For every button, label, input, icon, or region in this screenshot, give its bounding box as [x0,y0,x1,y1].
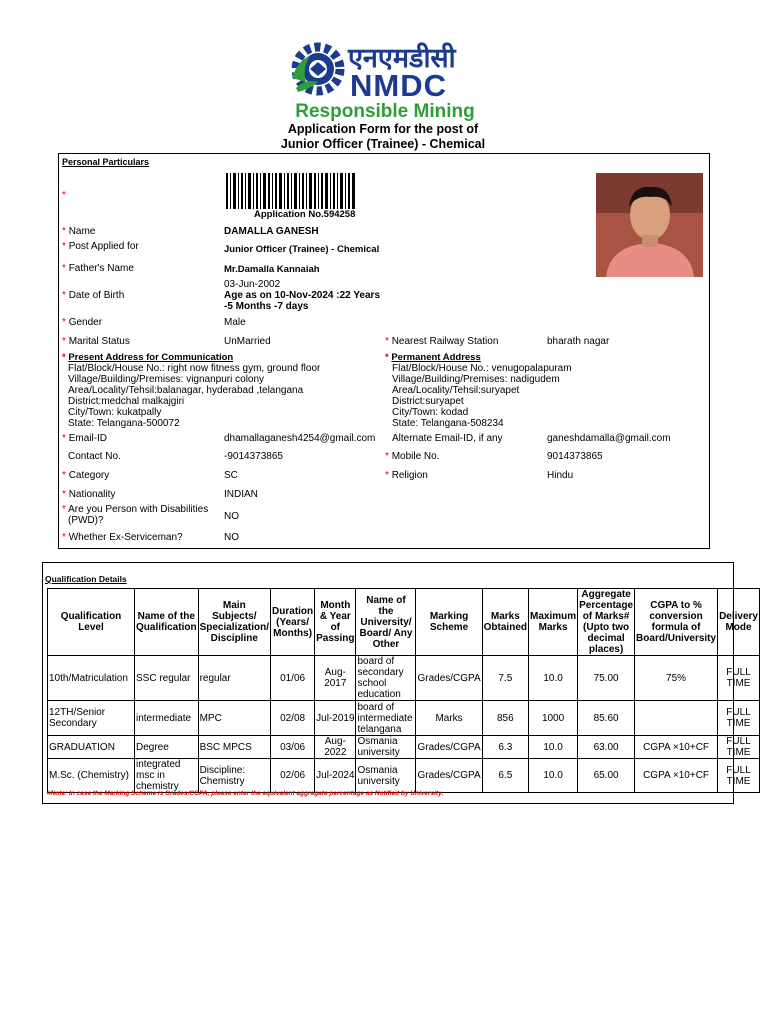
post-value: Junior Officer (Trainee) - Chemical [224,244,380,255]
title-line-1: Application Form for the post of [287,122,479,136]
table-cell: Grades/CGPA [416,736,482,759]
column-header: Month & Year of Passing [315,589,356,656]
ex-serviceman-value: NO [224,532,239,543]
column-header: Qualification Level [48,589,135,656]
present-address-line: State: Telangana-500072 [68,418,180,429]
railway-row-label: * Nearest Railway Station [385,336,499,347]
table-cell: 65.00 [578,759,635,793]
table-cell: 6.5 [482,759,528,793]
permanent-address-line: State: Telangana-508234 [392,418,504,429]
permanent-address-line: Village/Building/Premises: nadigudem [392,374,560,385]
email-value: dhamallaganesh4254@gmail.com [224,433,376,444]
gender-value: Male [224,317,246,328]
table-cell: regular [198,656,270,701]
email-row-label: * Email-ID [62,433,108,444]
column-header: Aggregate Percentage of Marks# (Upto two decimal places) [579,589,634,655]
table-cell: Discipline: Chemistry [198,759,270,793]
permanent-address-line: City/Town: kodad [392,407,469,418]
column-header: Main Subjects/ Specialization/ Discipline [198,589,270,656]
present-address-line: District:medchal malkajgiri [68,396,185,407]
column-header: Marks Obtained [482,589,528,656]
form-title [200,122,566,152]
present-address-line: Area/Locality/Tehsil:balanagar, hyderabad ,telangana [68,385,304,396]
table-cell: intermediate [135,701,199,736]
table-cell: 02/06 [271,759,315,793]
required-marker: * [62,190,66,201]
religion-value: Hindu [547,470,574,481]
name-value: DAMALLA GANESH [224,226,319,237]
barcode [226,173,356,211]
table-header-row [48,589,760,656]
table-cell: 10.0 [529,759,578,793]
dob-value: 03-Jun-2002 [224,279,281,290]
logo-hindi-text: एनएमडीसी [348,43,456,74]
title-line-2: Junior Officer (Trainee) - Chemical [280,137,486,151]
railway-value: bharath nagar [547,336,610,347]
table-cell: Osmania university [356,736,416,759]
table-cell: 01/06 [271,656,315,701]
column-header: Maximum Marks [529,589,578,656]
table-cell: 10th/Matriculation [48,656,135,701]
marital-row-label: * Marital Status [62,336,130,347]
gender-row-label: * Gender [62,317,103,328]
table-cell: Grades/CGPA [416,656,482,701]
table-cell: 63.00 [578,736,635,759]
table-cell: 10.0 [529,656,578,701]
category-value: SC [224,470,238,481]
column-header: CGPA to % conversion formula of Board/University [635,589,718,656]
table-cell [635,701,718,736]
name-row-label: * Name [62,226,96,237]
alt-email-label: Alternate Email-ID, if any [392,433,503,444]
table-cell: 75% [635,656,718,701]
table-cell: Osmania university [356,759,416,793]
table-cell: 1000 [529,701,578,736]
table-cell: FULL TIME [718,736,760,759]
table-cell: FULL TIME [718,701,760,736]
table-row [48,759,760,793]
column-header: Name of the University/ Board/ Any Other [356,589,416,656]
table-cell: 7.5 [482,656,528,701]
table-cell: SSC regular [135,656,199,701]
post-row-label: * Post Applied for [62,241,139,252]
table-cell: Jul-2019 [315,701,356,736]
table-cell: CGPA ×10+CF [635,759,718,793]
nationality-row-label: * Nationality [62,489,116,500]
table-cell: Degree [135,736,199,759]
table-cell: 85.60 [578,701,635,736]
tagline: Responsible Mining [295,101,475,122]
qualification-section-title: Qualification Details [45,574,127,584]
table-cell: CGPA ×10+CF [635,736,718,759]
nationality-value: INDIAN [224,489,258,500]
pwd-value: NO [224,511,239,522]
table-cell: 02/08 [271,701,315,736]
table-cell: FULL TIME [718,759,760,793]
table-cell: Marks [416,701,482,736]
present-address-line: Village/Building/Premises: vignanpuri colony [68,374,265,385]
table-cell: M.Sc. (Chemistry) [48,759,135,793]
present-address-line: City/Town: kukatpally [68,407,162,418]
marking-scheme-note: #Note: In case the Marking Scheme is Grades/CGPA, please enter the equivalent aggregate percentage as Notified by University. [47,790,444,797]
table-cell: 12TH/Senior Secondary [48,701,135,736]
table-row [48,736,760,759]
column-header: Marking Scheme [416,589,482,656]
qualification-table [47,588,760,793]
applicant-photo [596,173,703,277]
permanent-address-line: Area/Locality/Tehsil:suryapet [392,385,520,396]
permanent-address-line: Flat/Block/House No.: venugopalapuram [392,363,572,374]
marital-value: UnMarried [224,336,271,347]
mobile-row-label: * Mobile No. [385,451,440,462]
column-header: Delivery Mode [718,589,760,656]
table-cell: Aug-2017 [315,656,356,701]
pwd-row-label-2: (PWD)? [68,515,104,526]
table-cell: 6.3 [482,736,528,759]
present-address-title: * Present Address for Communication [62,352,234,363]
column-header: Name of the Qualification [135,589,199,656]
table-cell: board of secondary school education [356,656,416,701]
mobile-value: 9014373865 [547,451,603,462]
category-row-label: * Category [62,470,110,481]
personal-section-title: Personal Particulars [62,157,150,167]
logo-english-text: NMDC [350,68,447,103]
contact-label: Contact No. [68,451,121,462]
present-address-line: Flat/Block/House No.: right now fitness gym, ground floor [68,363,321,374]
table-cell: FULL TIME [718,656,760,701]
application-number: Application No.594258 [254,209,356,220]
permanent-address-line: District:suryapet [392,396,464,407]
table-cell: 03/06 [271,736,315,759]
table-row [48,701,760,736]
table-cell: GRADUATION [48,736,135,759]
permanent-address-title: * Permanent Address [385,352,481,363]
table-cell: MPC [198,701,270,736]
age-line-1: Age as on 10-Nov-2024 :22 Years [224,290,381,301]
contact-value: -9014373865 [224,451,283,462]
table-cell: 10.0 [529,736,578,759]
table-cell: 856 [482,701,528,736]
father-value: Mr.Damalla Kannaiah [224,264,320,275]
table-cell: Grades/CGPA [416,759,482,793]
ex-serviceman-row-label: * Whether Ex-Serviceman? [62,532,183,543]
dob-row-label: * Date of Birth [62,290,125,301]
table-cell: board of intermediate telangana [356,701,416,736]
table-cell: Jul-2024 [315,759,356,793]
age-line-2: -5 Months -7 days [224,301,309,312]
column-header: Duration (Years/ Months) [271,589,315,656]
alt-email-value: ganeshdamalla@gmail.com [547,433,671,444]
father-row-label: * Father's Name [62,263,134,274]
table-cell: Aug-2022 [315,736,356,759]
pwd-row-label: * Are you Person with Disabilities [62,504,209,515]
gear-logo-icon [288,38,348,100]
table-cell: 75.00 [578,656,635,701]
religion-row-label: * Religion [385,470,428,481]
table-cell: BSC MPCS [198,736,270,759]
table-cell: integrated msc in chemistry [135,759,199,793]
table-row [48,656,760,701]
